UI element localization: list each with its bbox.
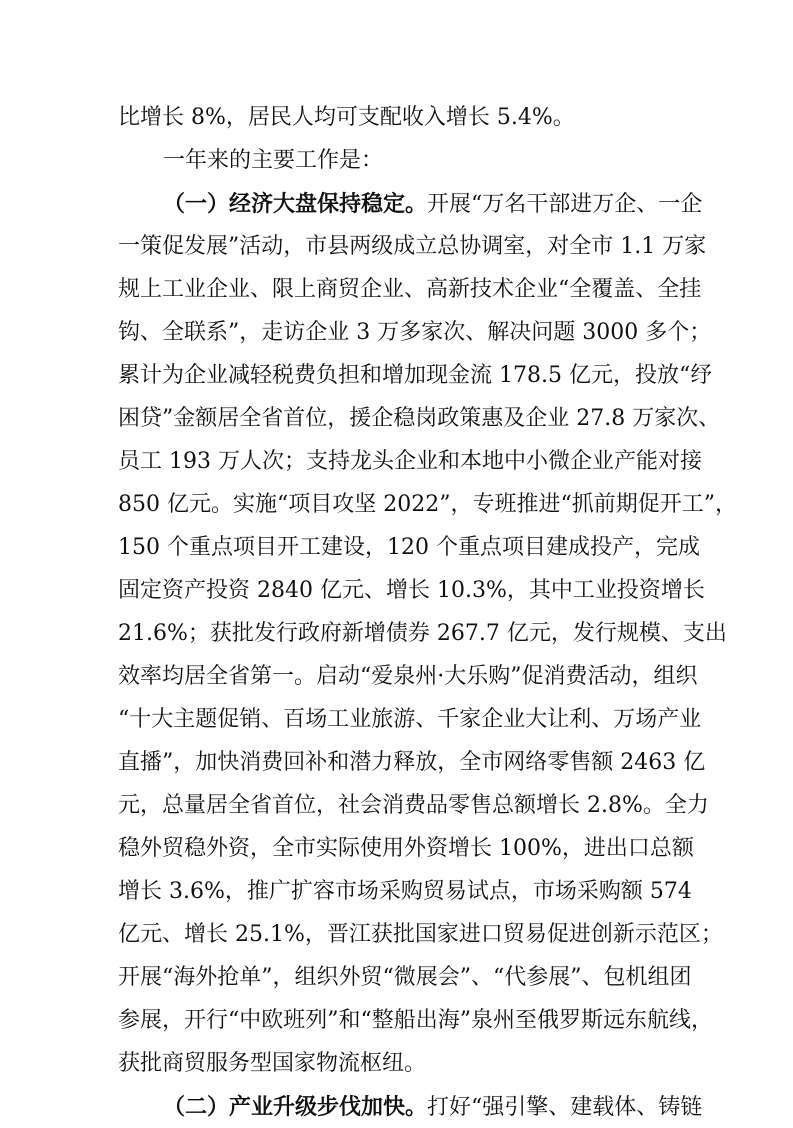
section1-last-line: 获批商贸服务型国家物流枢纽。	[118, 1051, 427, 1076]
intro-line: 比增长 8%，居民人均可支配收入增长 5.4%。	[118, 105, 575, 130]
section1-line: 参展，开行“中欧班列”和“整船出海”泉州至俄罗斯远东航线，	[118, 1008, 713, 1033]
section1-line: 150 个重点项目开工建设，120 个重点项目建成投产，完成	[118, 535, 700, 560]
section1-line: 稳外贸稳外资，全市实际使用外资增长 100%，进出口总额	[118, 836, 694, 861]
section1-line: 21.6%；获批发行政府新增债券 267.7 亿元，发行规模、支出	[118, 621, 727, 646]
section1-line: 效率均居全省第一。启动“爱泉州·大乐购”促消费活动，组织	[118, 664, 698, 689]
section1-line: 固定资产投资 2840 亿元、增长 10.3%，其中工业投资增长	[118, 578, 705, 603]
section1-heading: （一）经济大盘保持稳定。	[163, 191, 428, 217]
section1-line: 规上工业企业、限上商贸企业、高新技术企业“全覆盖、全挂	[118, 277, 702, 302]
section1-line: 累计为企业减轻税费负担和增加现金流 178.5 亿元，投放“纾	[118, 363, 713, 388]
section1-line: 员工 193 万人次；支持龙头企业和本地中小微企业产能对接	[118, 449, 702, 474]
section1-line: 亿元、增长 25.1%，晋江获批国家进口贸易促进创新示范区；	[118, 922, 723, 947]
section2-heading: （二）产业升级步伐加快。	[163, 1094, 428, 1120]
section2-first-line	[163, 1087, 703, 1127]
section1-line: “十大主题促销、百场工业旅游、千家企业大让利、万场产业	[118, 707, 702, 732]
section1-line: 钩、全联系”，走访企业 3 万多家次、解决问题 3000 多个；	[118, 320, 712, 345]
section1-first-line	[163, 184, 703, 224]
lead-line: 一年来的主要工作是：	[163, 148, 384, 173]
section2-first-line-text: 打好“强引擎、建载体、铸链	[427, 1095, 703, 1120]
section1-line: 增长 3.6%，推广扩容市场采购贸易试点，市场采购额 574	[118, 879, 692, 904]
section1-line: 元，总量居全省首位，社会消费品零售总额增长 2.8%。全力	[118, 793, 709, 818]
section1-first-line-text: 开展“万名干部进万企、一企	[427, 192, 703, 217]
section1-line: 开展“海外抢单”，组织外贸“微展会”、“代参展”、包机组团	[118, 965, 692, 990]
section1-line: 直播”，加快消费回补和潜力释放，全市网络零售额 2463 亿	[118, 750, 706, 775]
section1-line: 一策促发展”活动，市县两级成立总协调室，对全市 1.1 万家	[118, 234, 707, 259]
section1-line: 困贷”金额居全省首位，援企稳岗政策惠及企业 27.8 万家次、	[118, 406, 721, 431]
section1-line: 850 亿元。实施“项目攻坚 2022”，专班推进“抓前期促开工”，	[118, 492, 737, 517]
